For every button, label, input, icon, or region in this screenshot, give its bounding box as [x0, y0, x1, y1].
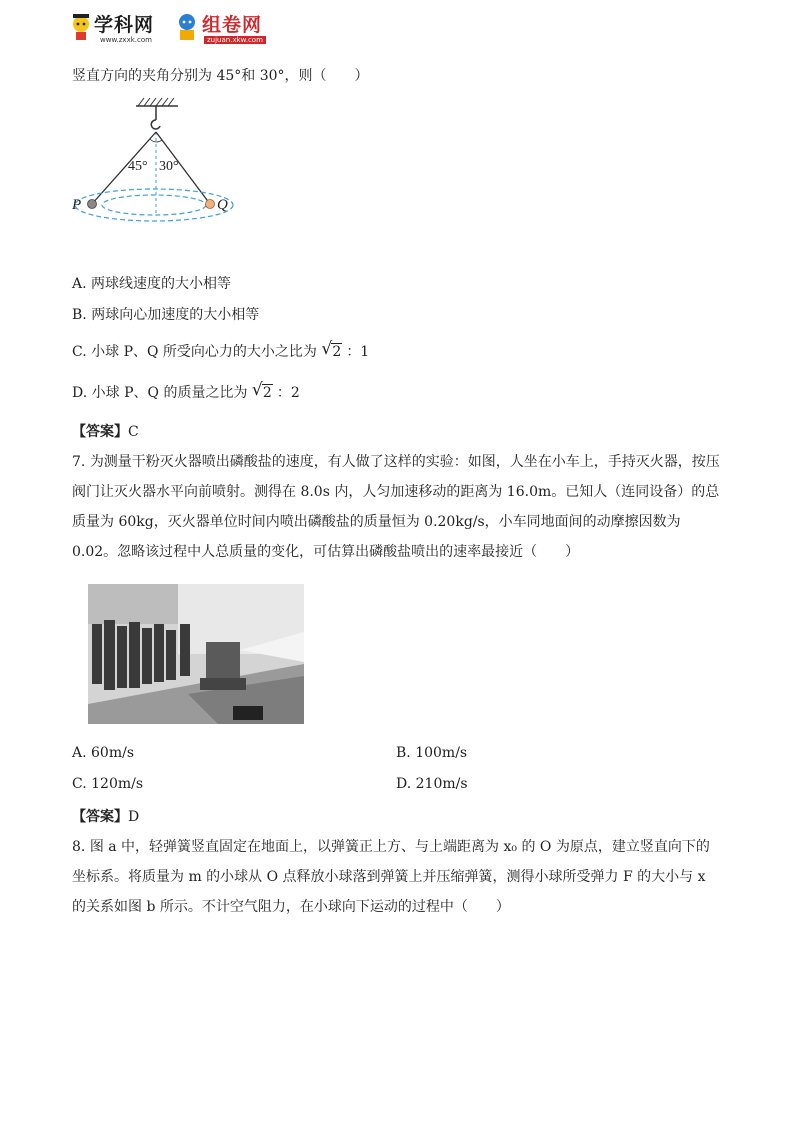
- q7-option-d: D. 210m/s: [396, 776, 468, 792]
- q6-option-c: C. 小球 P、Q 所受向心力的大小之比为 √ 2 ：1: [72, 339, 370, 360]
- xuekewang-logo-text: 学科网: [94, 14, 155, 36]
- q7-answer: 【答案】D: [72, 809, 140, 825]
- sqrt-symbol: √ 2: [251, 380, 272, 401]
- q8-stem: 8. 图 a 中，轻弹簧竖直固定在地面上，以弹簧正上方、与上端距离为 x₀ 的 O 为原点，建立竖直向下的坐标系。将质量为 m 的小球从 O 点释放小球落到弹簧上并压缩弹簧，测得小球所受弹力 F 的大小与 x 的关系如图 b 所示。不计空气阻力，在小球向下运动的过程中（ ）: [72, 839, 710, 915]
- label-p: P: [72, 197, 82, 213]
- angle-label-30: 30°: [159, 159, 179, 174]
- zujuan-mascot-icon: [174, 12, 200, 42]
- q6-answer: 【答案】C: [72, 424, 139, 440]
- sqrt-symbol: √ 2: [321, 339, 342, 360]
- q7-option-b: B. 100m/s: [396, 745, 468, 761]
- q6-option-d: D. 小球 P、Q 的质量之比为 √ 2 ：2: [72, 380, 300, 401]
- q7-experiment-photo: [88, 584, 304, 724]
- angle-label-45: 45°: [128, 159, 148, 174]
- q6-pendulum-figure: [70, 96, 245, 231]
- q7-stem: 7. 为测量干粉灭火器喷出磷酸盐的速度，有人做了这样的实验：如图，人坐在小车上，手持灭火器，按压阀门让灭火器水平向前喷射。测得在 8.0s 内，人匀加速移动的距离为 16.0m。已知人（连同设备）的总质量为 60kg，灭火器单位时间内喷出磷酸盐的质量恒为 0.20kg/s，小车同地面间的动摩擦因数为 0.02。忽略该过程中人总质量的变化，可估算出磷酸盐喷出的速率最接近（ ）: [72, 454, 720, 560]
- q6-option-a: A. 两球线速度的大小相等: [72, 276, 232, 292]
- header-logos: [70, 8, 300, 48]
- mascot-icon: [70, 12, 92, 42]
- ball-p: [88, 200, 97, 209]
- q6-option-b: B. 两球向心加速度的大小相等: [72, 307, 260, 323]
- xuekewang-logo-url: www.zxxk.com: [100, 36, 152, 44]
- ball-q: [206, 200, 215, 209]
- q7-option-c: C. 120m/s: [72, 776, 144, 792]
- label-q: Q: [217, 197, 228, 213]
- zujuanwang-logo-url: zujuan.xkw.com: [204, 36, 266, 44]
- q6-stem-tail: 竖直方向的夹角分别为 45°和 30°，则（ ）: [72, 68, 369, 84]
- q7-option-a: A. 60m/s: [72, 745, 135, 761]
- zujuanwang-logo-text: 组卷网: [202, 14, 263, 36]
